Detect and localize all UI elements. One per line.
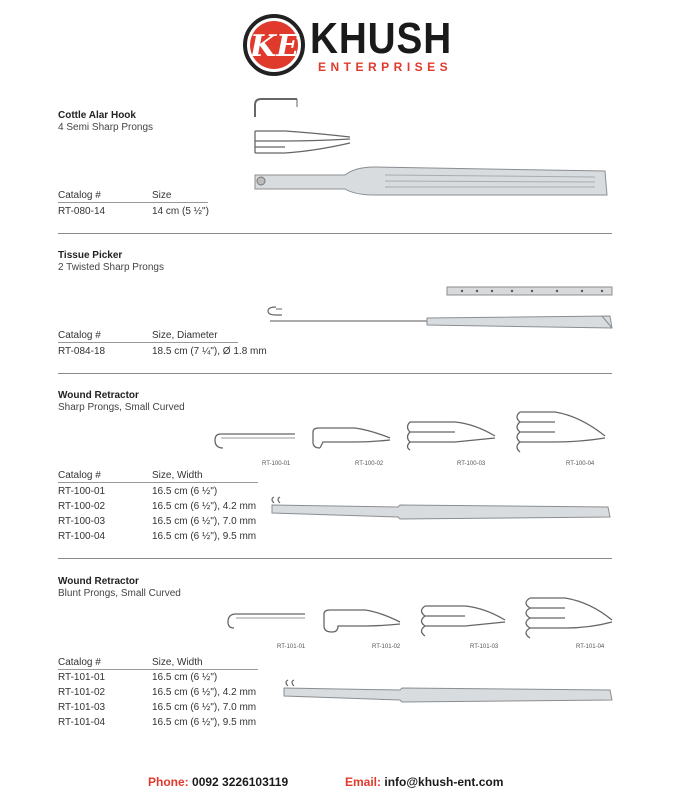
tip-code-label: RT-100-04 (566, 461, 595, 467)
column-header-catalog: Catalog # (58, 657, 101, 668)
column-header-size: Size (152, 190, 172, 201)
catalog-number: RT-100-04 (58, 531, 106, 542)
tip-code-label: RT-100-02 (355, 461, 384, 467)
cottle-alar-hook-illustration (245, 95, 615, 205)
column-header-size: Size, Width (152, 657, 203, 668)
column-header-catalog: Catalog # (58, 190, 101, 201)
catalog-number: RT-084-18 (58, 346, 106, 357)
size-value: 16.5 cm (6 ½"), 4.2 mm (152, 501, 257, 512)
phone-label: Phone: (148, 775, 189, 789)
tip-code-label: RT-101-04 (576, 644, 605, 650)
tip-code-label: RT-101-03 (470, 644, 499, 650)
size-value: 16.5 cm (6 ½"), 7.0 mm (152, 702, 257, 713)
email-label: Email: (345, 775, 382, 789)
tip-code-label: RT-100-01 (262, 461, 291, 467)
sharp-retractor-tips-illustration (205, 408, 615, 468)
column-header-size: Size, Diameter (152, 330, 218, 341)
table-rule (58, 342, 238, 343)
blunt-retractor-illustration (280, 678, 615, 706)
catalog-number: RT-080-14 (58, 206, 106, 217)
catalog-number: RT-101-01 (58, 672, 106, 683)
catalog-number: RT-100-01 (58, 486, 106, 497)
size-value: 16.5 cm (6 ½"), 4.2 mm (152, 687, 257, 698)
product-title: Tissue Picker (58, 250, 123, 261)
table-rule (58, 482, 258, 483)
table-rule (58, 202, 208, 203)
brand-name: KHUSH (310, 14, 453, 63)
column-header-catalog: Catalog # (58, 470, 101, 481)
tip-code-label: RT-101-02 (372, 644, 401, 650)
phone-number[interactable]: 0092 3226103119 (192, 775, 289, 789)
column-header-size: Size, Width (152, 470, 203, 481)
catalog-number: RT-101-03 (58, 702, 106, 713)
sharp-retractor-illustration (268, 495, 618, 525)
product-title: Wound Retractor (58, 390, 139, 401)
size-value: 16.5 cm (6 ½") (152, 486, 218, 497)
section-divider (58, 233, 612, 234)
size-value: 14 cm (5 ½") (152, 206, 209, 217)
catalog-number: RT-101-04 (58, 717, 106, 728)
footer-phone (148, 775, 288, 789)
logo-monogram: KE (250, 29, 299, 64)
product-title: Wound Retractor (58, 576, 139, 587)
column-header-catalog: Catalog # (58, 330, 101, 341)
product-title: Cottle Alar Hook (58, 110, 136, 121)
size-value: 16.5 cm (6 ½"), 9.5 mm (152, 531, 257, 542)
brand-tagline: ENTERPRISES (318, 60, 453, 74)
product-subtitle: 4 Semi Sharp Prongs (58, 122, 154, 133)
size-value: 16.5 cm (6 ½") (152, 672, 218, 683)
section-divider (58, 373, 612, 374)
product-subtitle: 2 Twisted Sharp Prongs (58, 262, 164, 273)
catalog-number: RT-101-02 (58, 687, 106, 698)
section-divider (58, 558, 612, 559)
tip-code-label: RT-101-01 (277, 644, 306, 650)
tissue-picker-illustration (262, 285, 617, 335)
footer-email (345, 775, 503, 789)
catalog-number: RT-100-02 (58, 501, 106, 512)
email-address[interactable]: info@khush-ent.com (384, 775, 504, 789)
product-subtitle: Sharp Prongs, Small Curved (58, 402, 185, 413)
blunt-retractor-tips-illustration (220, 598, 620, 646)
tip-code-label: RT-100-03 (457, 461, 486, 467)
catalog-number: RT-100-03 (58, 516, 106, 527)
table-rule (58, 669, 258, 670)
size-value: 18.5 cm (7 ¼"), Ø 1.8 mm (152, 346, 267, 357)
size-value: 16.5 cm (6 ½"), 9.5 mm (152, 717, 257, 728)
product-subtitle: Blunt Prongs, Small Curved (58, 588, 181, 599)
logo-emblem (243, 14, 305, 76)
size-value: 16.5 cm (6 ½"), 7.0 mm (152, 516, 257, 527)
